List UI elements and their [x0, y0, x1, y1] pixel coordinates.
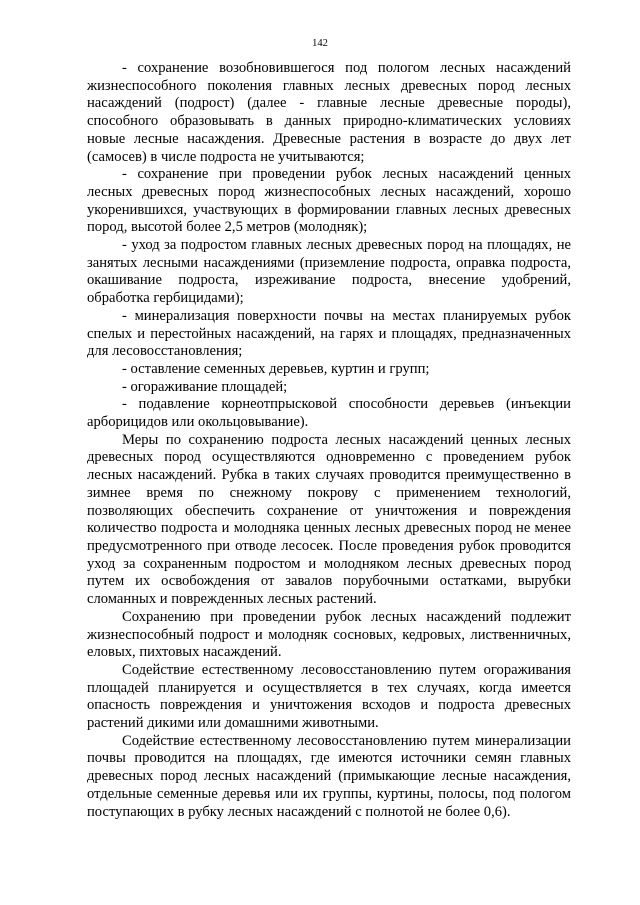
paragraph-fencing-assistance: Содействие естественному лесовосстановлению путем огораживания площадей планируется и осуществляется в тех случаях, когда имеется опасность повреждения и уничтожения всходов и подроста древесных растений дикими или домашними животными. — [87, 661, 571, 732]
paragraph-soil-mineralization: - минерализация поверхности почвы на местах планируемых рубок спелых и перестойных насаждений, на гарях и площадях, предназначенных для лесовосстановления; — [87, 307, 571, 360]
paragraph-undergrowth-care: - уход за подростом главных лесных древесных пород на площадях, не занятых лесными насаждениями (приземление подроста, оправка подроста, окашивание подроста, изреживание подроста, внесение удобрений, обработка гербицидами); — [87, 237, 571, 307]
paragraph-preserved-species: Сохранению при проведении рубок лесных насаждений подлежит жизнеспособный подрост и молодняк сосновых, кедровых, лиственничных, еловых, пихтовых насаждений. — [87, 608, 571, 661]
paragraph-mineralization-assistance: Содействие естественному лесовосстановлению путем минерализации почвы проводится на площадях, где имеются источники семян главных древесных пород лесных насаждений (примыкающие лесные насаждения, отдельные семенные деревья или их группы, куртины, полосы, под пологом поступающих в рубку лесных насаждений с полнотой не более 0,6). — [87, 732, 571, 820]
document-body — [87, 60, 571, 821]
paragraph-undergrowth-preservation: - сохранение возобновившегося под пологом лесных насаждений жизнеспособного поколения главных лесных древесных пород лесных насаждений (подрост) (далее - главные лесные древесные породы), способного образовывать в данных природно-климатических условиях новые лесные насаждения. Древесные растения в возрасте до двух лет (самосев) в числе подроста не учитываются; — [87, 60, 571, 165]
paragraph-seed-trees: - оставление семенных деревьев, куртин и групп; — [122, 360, 430, 377]
paragraph-root-sprout-suppression: - подавление корнеотпрысковой способности деревьев (инъекции арборицидов или окольцовывание). — [87, 396, 571, 431]
paragraph-preservation-measures: Меры по сохранению подроста лесных насаждений ценных лесных древесных пород осуществляются одновременно с проведением рубок лесных насаждений. Рубка в таких случаях проводится преимущественно в зимнее время по снежному покрову с применением технологий, позволяющих обеспечить сохранение от уничтожения и повреждения количество подроста и молодняка ценных лесных древесных пород не менее предусмотренного при отводе лесосек. После проведения рубок проводится уход за сохраненным подростом и молодняком лесных древесных пород путем их освобождения от завалов порубочными остатками, вырубки сломанных и поврежденных лесных растений. — [87, 431, 571, 608]
page-number: 142 — [312, 38, 328, 49]
paragraph-young-growth-preservation: - сохранение при проведении рубок лесных насаждений ценных лесных древесных пород жизнеспособных лесных насаждений, хорошо укоренившихся, участвующих в формировании главных лесных древесных пород, высотой более 2,5 метров (молодняк); — [87, 166, 571, 236]
paragraph-fencing: - огораживание площадей; — [122, 378, 288, 395]
